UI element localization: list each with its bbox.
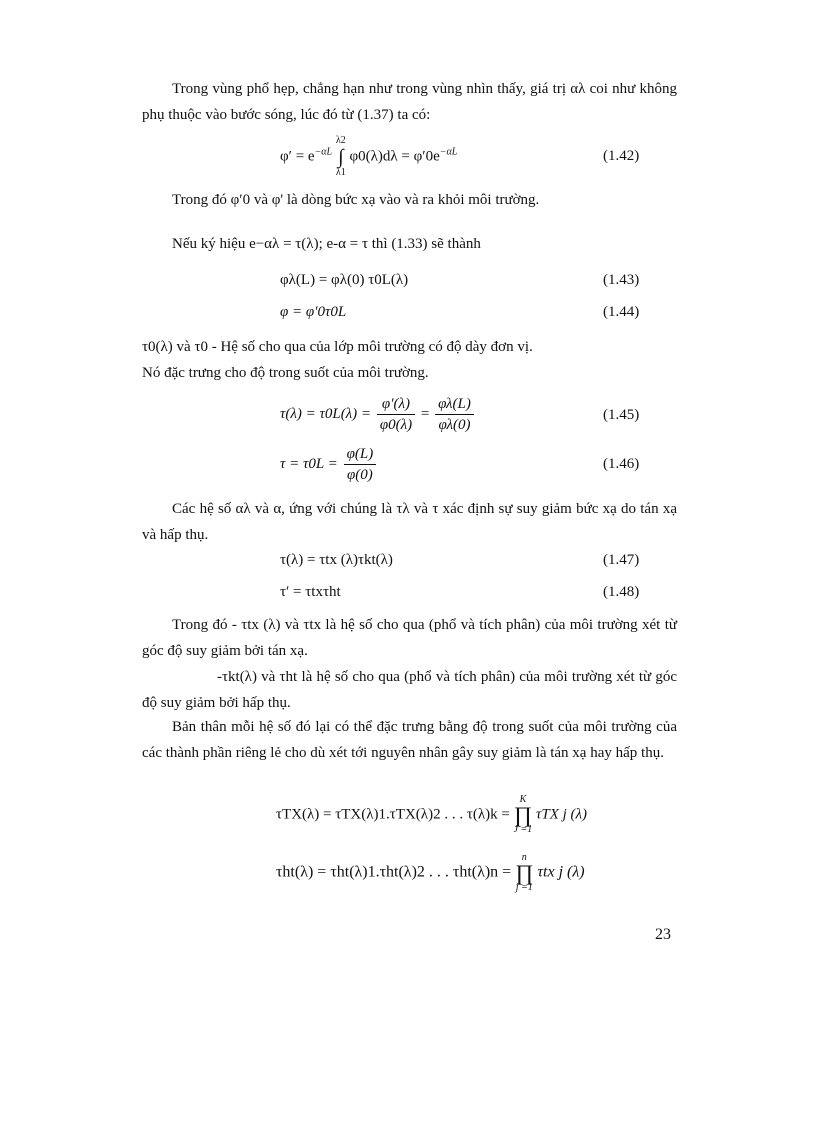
eq-tx-rhs: τTX j (λ) [536,806,588,823]
integral-upper-limit: λ2 [335,135,346,146]
paragraph-1: Trong vùng phổ hẹp, chẳng hạn như trong vùng nhìn thấy, giá trị αλ coi như không phụ thuộc vào bước sóng, lúc đó từ (1.37) ta có: [142,81,677,123]
paragraph-7: Trong đó - τtx (λ) và τtx là hệ số cho qua (phổ và tích phân) của môi trường xét từ góc độ suy giảm bởi tán xạ. [142,617,677,659]
eq-ht-lhs: τht(λ) = τht(λ)1.τht(λ)2 . . . τht(λ)n = [276,863,512,881]
eq145-f2-denominator: φλ(0) [438,417,471,433]
eq142-lhs: φ′ = e [280,148,315,165]
page-number: 23 [655,926,671,943]
product-sign-tx: K ∏ J =1 [513,794,533,835]
eq145-fraction-1 [377,394,415,435]
equation-tau-tx [276,794,587,836]
product-upper-limit-tx: K [519,794,527,805]
eq146-numerator: φ(L) [344,444,377,465]
eq145-f2-numerator: φλ(L) [435,394,474,415]
eq142-exp2: −αL [439,146,458,158]
paragraph-8: -τkt(λ) và τht là hệ số cho qua (phổ và tích phân) của môi trường xét từ góc độ suy giảm bởi hấp thụ. [142,669,677,711]
eq145-fraction-2 [435,394,474,435]
equation-number-1-42: (1.42) [603,148,640,164]
product-upper-limit-ht: n [521,852,527,863]
paragraph-5: Nó đặc trưng cho độ trong suốt của môi trường. [142,365,429,381]
equation-1-42 [280,135,457,179]
paragraph-2: Trong đó φ′0 và φ' là dòng bức xạ vào và ra khỏi môi trường. [172,192,540,208]
equation-number-1-43: (1.43) [603,272,640,288]
product-lower-limit-tx: J =1 [513,824,533,835]
equation-1-44: φ = φ′0τ0L [280,304,347,320]
equation-number-1-47: (1.47) [603,552,640,568]
eq145-f1-numerator: φ′(λ) [377,394,415,415]
equation-number-1-44: (1.44) [603,304,640,320]
eq-ht-rhs: τtx j (λ) [537,863,585,881]
integral-sign: λ2 ∫ λ1 [335,135,346,178]
eq145-equals: = [420,405,430,422]
equation-tau-ht [276,852,585,894]
integral-lower-limit: λ1 [335,167,346,178]
eq142-exp1: −αL [314,146,333,158]
equation-1-47: τ(λ) = τtx (λ)τkt(λ) [280,552,393,568]
eq146-fraction [344,444,377,485]
paragraph-6: Các hệ số αλ và α, ứng với chúng là τλ và τ xác định sự suy giảm bức xạ do tán xạ và hấp thụ. [142,501,677,543]
paragraph-9: Bản thân mỗi hệ số đó lại có thể đặc trưng bằng độ trong suốt của môi trường của các thành phần riêng lẻ cho dù xét tới nguyên nhân gây suy giảm là tán xạ hay hấp thụ. [142,719,677,761]
product-lower-limit-ht: j =1 [515,882,533,893]
eq145-f1-denominator: φ0(λ) [379,417,413,433]
eq142-body: φ0(λ)dλ = φ′0e [349,148,440,165]
paragraph-3: Nếu ký hiệu e−αλ = τ(λ); e-α = τ thì (1.33) sẽ thành [172,236,481,252]
equation-number-1-45: (1.45) [603,407,640,423]
eq-tx-lhs: τTX(λ) = τTX(λ)1.τTX(λ)2 . . . τ(λ)k = [276,806,510,823]
equation-1-46 [280,444,378,485]
equation-1-48: τ′ = τtxτht [280,584,341,600]
equation-1-45 [280,394,476,435]
equation-1-43: φλ(L) = φλ(0) τ0L(λ) [280,272,409,288]
eq146-lhs: τ = τ0L = [280,455,338,472]
equation-number-1-48: (1.48) [603,584,640,600]
product-sign-ht: n ∏ j =1 [515,852,534,893]
equation-number-1-46: (1.46) [603,456,640,472]
eq145-lhs: τ(λ) = τ0L(λ) = [280,405,372,422]
eq146-denominator: φ(0) [346,467,373,483]
paragraph-4: τ0(λ) và τ0 - Hệ số cho qua của lớp môi trường có độ dày đơn vị. [142,339,533,355]
